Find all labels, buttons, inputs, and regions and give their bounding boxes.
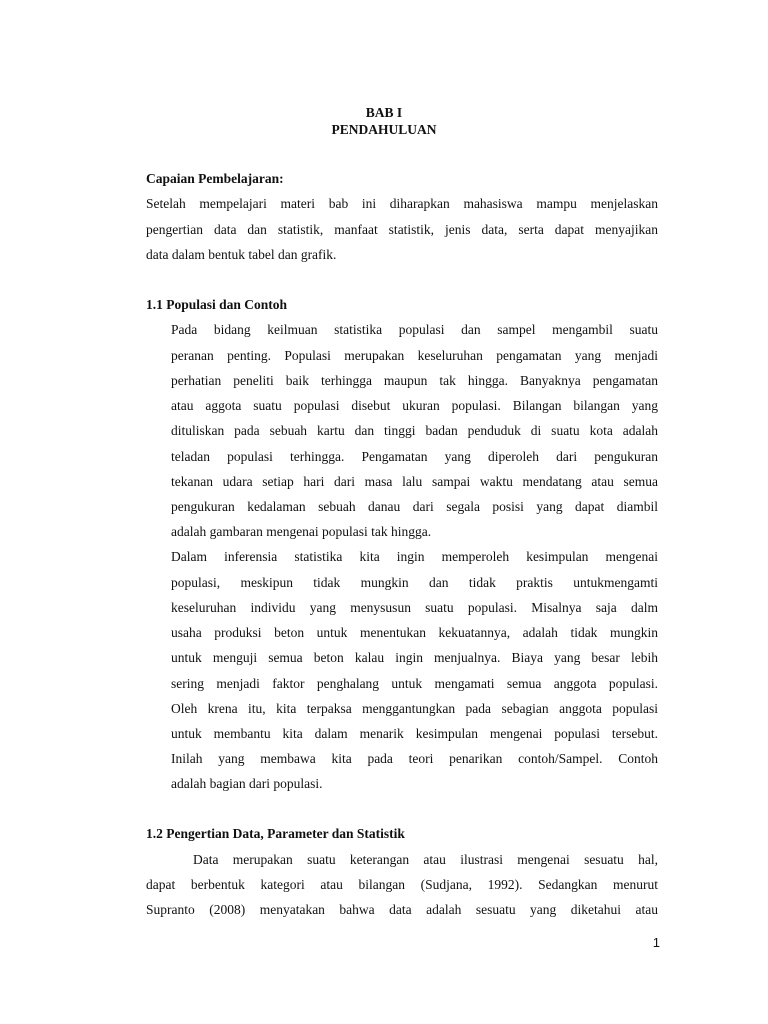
paragraph-line: sering menjadi faktor penghalang untuk mengamati semua anggota populasi. (171, 676, 658, 691)
paragraph-line: untuk menguji semua beton kalau ingin menjualnya. Biaya yang besar lebih (171, 650, 658, 665)
paragraph-line: keseluruhan individu yang menysusun suatu populasi. Misalnya saja dalm (171, 600, 658, 615)
chapter-label: BAB I (365, 105, 403, 120)
paragraph-line: Dalam inferensia statistika kita ingin memperoleh kesimpulan mengenai (171, 549, 658, 564)
paragraph-line: Oleh krena itu, kita terpaksa menggantungkan pada sebagian anggota populasi (171, 701, 658, 716)
paragraph-line: usaha produksi beton untuk menentukan kekuatannya, adalah tidak mungkin (171, 625, 658, 640)
paragraph-line: populasi, meskipun tidak mungkin dan tidak praktis untukmengamti (171, 575, 658, 590)
section-1-1-heading: 1.1 Populasi dan Contoh (146, 297, 288, 312)
paragraph-line: Pada bidang keilmuan statistika populasi dan sampel mengambil suatu (171, 322, 658, 337)
paragraph-line: adalah bagian dari populasi. (171, 776, 323, 791)
paragraph-line: untuk membantu kita dalam menarik kesimpulan mengenai populasi tersebut. (171, 726, 658, 741)
learning-outcomes-line: pengertian data dan statistik, manfaat statistik, jenis data, serta dapat menyajikan (146, 222, 658, 237)
page-number: 1 (652, 935, 660, 950)
paragraph-line: Data merupakan suatu keterangan atau ilustrasi mengenai sesuatu hal, (193, 852, 658, 867)
paragraph-line: Supranto (2008) menyatakan bahwa data adalah sesuatu yang diketahui atau (146, 902, 658, 917)
paragraph-line: Inilah yang membawa kita pada teori penarikan contoh/Sampel. Contoh (171, 751, 658, 766)
paragraph-line: dapat berbentuk kategori atau bilangan (Sudjana, 1992). Sedangkan menurut (146, 877, 658, 892)
chapter-title: PENDAHULUAN (331, 122, 437, 137)
learning-outcomes-line: data dalam bentuk tabel dan grafik. (146, 247, 337, 262)
paragraph-line: perhatian peneliti baik terhingga maupun tak hingga. Banyaknya pengamatan (171, 373, 658, 388)
section-1-2-heading: 1.2 Pengertian Data, Parameter dan Statistik (146, 826, 405, 841)
paragraph-line: pengukuran kedalaman sebuah danau dari segala posisi yang dapat diambil (171, 499, 658, 514)
paragraph-line: tekanan udara setiap hari dari masa lalu sampai waktu mendatang atau semua (171, 474, 658, 489)
learning-outcomes-heading: Capaian Pembelajaran: (146, 171, 284, 186)
paragraph-line: dituliskan pada sebuah kartu dan tinggi badan penduduk di suatu kota adalah (171, 423, 658, 438)
paragraph-line: atau aggota suatu populasi disebut ukuran populasi. Bilangan bilangan yang (171, 398, 658, 413)
paragraph-line: teladan populasi terhingga. Pengamatan yang diperoleh dari pengukuran (171, 449, 658, 464)
learning-outcomes-line: Setelah mempelajari materi bab ini diharapkan mahasiswa mampu menjelaskan (146, 196, 658, 211)
paragraph-line: peranan penting. Populasi merupakan keseluruhan pengamatan yang menjadi (171, 348, 658, 363)
paragraph-line: adalah gambaran mengenai populasi tak hingga. (171, 524, 432, 539)
